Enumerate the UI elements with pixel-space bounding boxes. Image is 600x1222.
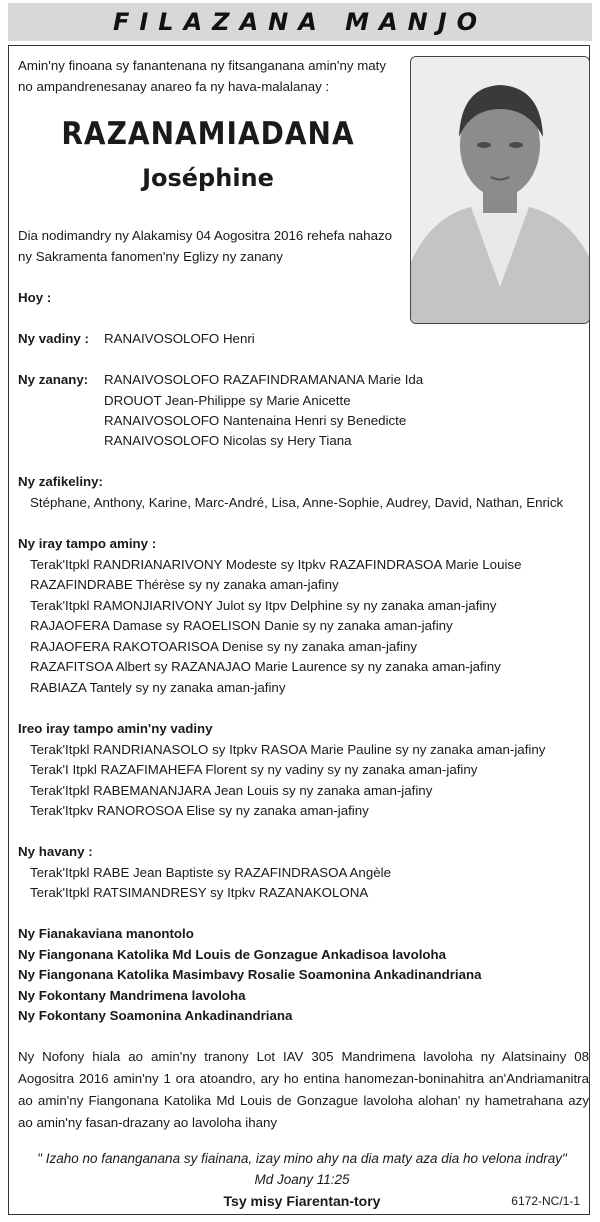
iray-tampo-vadiny-line: Terak'Itpkl RABEMANANJARA Jean Louis sy ny zanaka aman-jafiny: [30, 783, 433, 798]
iray-tampo-line: RAJAOFERA RAKOTOARISOA Denise sy ny zanaka aman-jafiny: [30, 639, 417, 654]
iray-tampo-line: RAZAFITSOA Albert sy RAZANAJAO Marie Laurence sy ny zanaka aman-jafiny: [30, 659, 501, 674]
iray-tampo-label: Ny iray tampo aminy :: [18, 536, 157, 551]
vadiny-value: RANAIVOSOLOFO Henri: [104, 331, 255, 346]
portrait-photo-icon: [410, 56, 590, 324]
deceased-surname: RAZANAMIADANA: [61, 115, 355, 152]
hoy-label: Hoy :: [18, 290, 52, 305]
iray-tampo-line: Terak'Itpkl RANDRIANARIVONY Modeste sy Itpkv RAZAFINDRASOA Marie Louise: [30, 557, 522, 572]
death-notice-line-1: Dia nodimandry ny Alakamisy 04 Aogositra 2016 rehefa nahazo: [18, 228, 393, 243]
reference-code: 6172-NC/1-1: [511, 1194, 580, 1208]
havany-line: Terak'Itpkl RABE Jean Baptiste sy RAZAFINDRASOA Angèle: [30, 865, 391, 880]
zanany-line: RANAIVOSOLOFO Nantenaina Henri sy Benedicte: [104, 413, 407, 428]
iray-tampo-line: RABIAZA Tantely sy ny zanaka aman-jafiny: [30, 680, 286, 695]
iray-tampo-vadiny-line: Terak'I Itpkl RAZAFIMAHEFA Florent sy ny vadiny sy ny zanaka aman-jafiny: [30, 762, 478, 777]
intro-line-2: no ampandrenesanay anareo fa ny hava-malalanay :: [18, 79, 330, 94]
notice-title: FILAZANA MANJO: [8, 3, 592, 41]
zanany-line: DROUOT Jean-Philippe sy Marie Anicette: [104, 393, 351, 408]
zanany-line: RANAIVOSOLOFO Nicolas sy Hery Tiana: [104, 433, 352, 448]
death-notice-line-2: ny Sakramenta fanomen'ny Eglizy ny zanany: [18, 249, 283, 264]
zafikeliny-value: Stéphane, Anthony, Karine, Marc-André, Lisa, Anne-Sophie, Audrey, David, Nathan, Enrick: [30, 495, 564, 510]
zafikeliny-label: Ny zafikeliny:: [18, 474, 103, 489]
iray-tampo-line: RAZAFINDRABE Thérèse sy ny zanaka aman-jafiny: [30, 577, 339, 592]
havany-line: Terak'Itpkl RATSIMANDRESY sy Itpkv RAZANAKOLONA: [30, 885, 369, 900]
zanany-line: RANAIVOSOLOFO RAZAFINDRAMANANA Marie Ida: [104, 372, 424, 387]
iray-tampo-vadiny-line: Terak'Itpkv RANOROSOA Elise sy ny zanaka aman-jafiny: [30, 803, 369, 818]
iray-tampo-vadiny-line: Terak'Itpkl RANDRIANASOLO sy Itpkv RASOA Marie Pauline sy ny zanaka aman-jafiny: [30, 742, 546, 757]
vadiny-label: Ny vadiny :: [18, 331, 89, 346]
funeral-details: Ny Nofony hiala ao amin'ny tranony Lot IAV 305 Mandrimena lavoloha ny Alatsinainy 08 Aogositra 2016 amin'ny 1 ora atoandro, ary ho entina hanomezan-boninahitra an'Andriamanitra ao amin'ny Fiangonana Katolika Md Louis de Gonzague lavoloha alohan' ny hametrahana azy ao amin'ny fasan-drazany ao lavoloha ihany: [18, 1049, 589, 1130]
iray-tampo-line: RAJAOFERA Damase sy RAOELISON Danie sy ny zanaka aman-jafiny: [30, 618, 453, 633]
scripture-quote: " Izaho no fananganana sy fiainana, izay mino ahy na dia maty aza dia ho velona indray": [37, 1151, 567, 1166]
iray-tampo-vadiny-label: Ireo iray tampo amin'ny vadiny: [18, 721, 213, 736]
intro-line-1: Amin'ny finoana sy fanantenana ny fitsanganana amin'ny maty: [18, 58, 387, 73]
organization-line: Ny Fiangonana Katolika Md Louis de Gonzague Ankadisoa lavoloha: [18, 947, 447, 962]
organization-line: Ny Fokontany Mandrimena lavoloha: [18, 988, 246, 1003]
organization-line: Ny Fianakaviana manontolo: [18, 926, 194, 941]
footer-note: Tsy misy Fiarentan-tory: [223, 1193, 381, 1209]
iray-tampo-line: Terak'Itpkl RAMONJIARIVONY Julot sy Itpv Delphine sy ny zanaka aman-jafiny: [30, 598, 497, 613]
scripture-verse: Md Joany 11:25: [254, 1172, 350, 1187]
organization-line: Ny Fiangonana Katolika Masimbavy Rosalie Soamonina Ankadinandriana: [18, 967, 482, 982]
zanany-label: Ny zanany:: [18, 372, 89, 387]
deceased-given-name: Joséphine: [142, 164, 274, 192]
organization-line: Ny Fokontany Soamonina Ankadinandriana: [18, 1008, 293, 1023]
havany-label: Ny havany :: [18, 844, 93, 859]
